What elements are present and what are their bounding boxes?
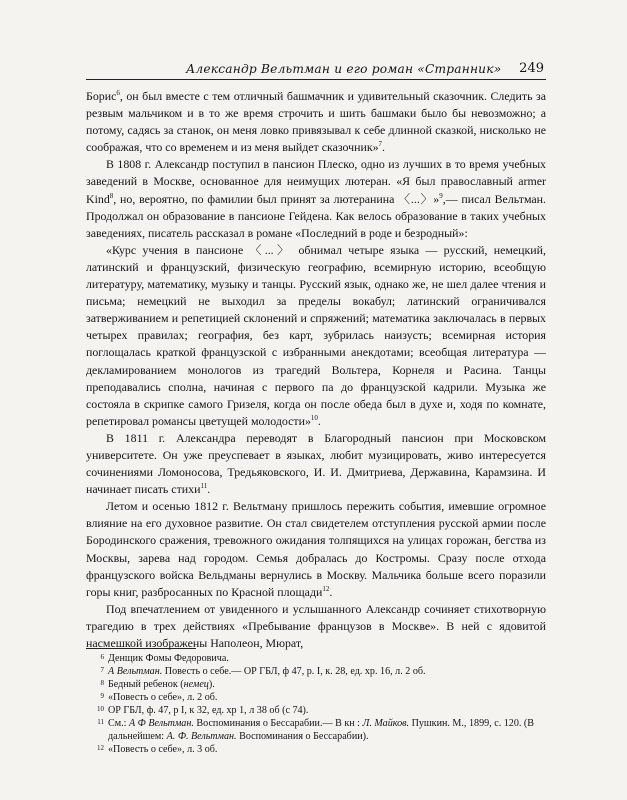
italic-text: Л. Майков. <box>362 718 410 729</box>
footnote-text <box>108 705 308 716</box>
footnote-ref: 8 <box>109 191 114 200</box>
text-run: Воспоминания о Бессарабии.— В кн : <box>193 718 363 729</box>
text-run: , но, вероятно, по фамилии был принят за лютеранина 〈...〉» <box>113 191 440 206</box>
footnote-text <box>108 692 217 703</box>
italic-text: немец <box>183 679 209 690</box>
paragraph <box>86 88 546 156</box>
text-run: «Курс учения в пансионе 〈...〉 обнимал четыре языка — русский, немецкий, латинский и французский, физическую географию, всемирную историю, всеобщую литературу, математику, музыку и танцы. Русский язык, однако же, не шел далее чтения и письма; немецкий не выходил за пределы вокабул; латинский ограничивался затверживанием и репетицией склонений и спряжений; математика заключалась в первых четырех правилах; география, без карт, зубрилась наизусть; всемирная история поглощалась краткой французской с избранными анекдотами; всеобщая литература — декламированием монологов из трагедий Вольтера, Корнеля и Расина. Танцы преподавались сполна, начиная с первого па до французской кадрили. Музыка же состояла в скрипке самого Гризеля, когда он после обеда был в духе и, ходя по комнате, репетировал романсы цветущей молодости» <box>86 242 546 428</box>
text-run: Повесть о себе.— ОР ГБЛ, ф 47, р. I, к. 28, ед. хр. 16, л. 2 об. <box>162 666 426 677</box>
main-text <box>86 88 546 652</box>
footnote-text <box>108 718 534 742</box>
footnote-ref: 11 <box>200 482 208 491</box>
footnote-text <box>108 653 229 664</box>
italic-text: А Вельтман. <box>108 666 163 677</box>
footnote-text <box>108 679 215 690</box>
italic-text: А Ф Вельтман. <box>128 718 194 729</box>
text-run: ). <box>208 679 215 690</box>
footnote <box>86 717 546 743</box>
text-run: ОР ГБЛ, ф. 47, р I, к 32, ед. хр 1, л 38 об (с 74). <box>108 705 309 716</box>
italic-text: А. Ф. Вельтман. <box>166 731 237 742</box>
text-run: «Повесть о себе», л. 2 об. <box>108 692 218 703</box>
paragraph <box>86 498 546 601</box>
paragraph <box>86 601 546 652</box>
text-run: В 1808 г. Александр поступил в пансион Плеско, одно из лучших в то время учебных заведений в Москве, основанное для неимущих лютеран. «Я был православный armer Kind <box>86 157 546 206</box>
text-run: . <box>329 584 333 599</box>
paragraph <box>86 430 546 498</box>
paragraph <box>86 156 546 241</box>
text-run: Пушкин. М., 1899, с. 120. (В дальнейшем: <box>108 718 535 742</box>
footnote-number: 9 <box>100 692 104 700</box>
text-run: «Повесть о себе», л. 3 об. <box>108 744 218 755</box>
footnote <box>86 691 546 704</box>
footnote-ref: 10 <box>310 413 318 422</box>
footnote <box>86 665 546 678</box>
header-rule <box>86 79 546 80</box>
text-run: В 1811 г. Александра переводят в Благородный пансион при Московском университете. Он уже преуспевает в языках, любит музицировать, живо интересуется сочинениями Ломоносова, Тредьяковского, И. И. Дмитриева, Державина, Карамзина. И начинает писать стихи <box>86 430 546 497</box>
footnotes <box>86 652 546 756</box>
text-run: . <box>317 413 321 428</box>
footnote-number: 7 <box>100 666 104 674</box>
text-run: Денщик Фомы Федоровича. <box>108 653 229 664</box>
text-run: . <box>382 140 386 155</box>
text-run: См.: <box>108 718 129 729</box>
text-run: . <box>207 482 211 497</box>
footnote-number: 12 <box>97 744 104 752</box>
footnote-ref: 12 <box>322 584 330 593</box>
footnote-ref: 9 <box>439 191 443 200</box>
footnote <box>86 678 546 691</box>
footnote-text <box>108 666 426 677</box>
footnote-number: 11 <box>97 718 104 726</box>
paragraph <box>86 242 546 430</box>
footnote-ref: 6 <box>116 89 120 98</box>
footnote-ref: 7 <box>378 140 383 149</box>
page-number: 249 <box>519 61 544 76</box>
footnote-separator <box>86 648 196 649</box>
text-run: , он был вместе с тем отличный башмачник и удивительный сказочник. Следить за резвым мальчиком и в то же время строчить и шить башмаки было бы невозможно; а потому, садясь за станок, он меня ловко привязывал к себе длинной сказкой, нисколько не соображая, что со временем и из меня выйдет сказочник» <box>86 89 546 155</box>
text-run: Бедный ребенок ( <box>108 679 184 690</box>
text-run: Борис <box>86 89 117 103</box>
footnote <box>86 743 546 756</box>
running-title: Александр Вельтман и его роман «Странник» <box>186 62 502 76</box>
footnote-text <box>108 744 217 755</box>
footnote <box>86 704 546 717</box>
footnote-number: 10 <box>97 705 104 713</box>
running-header <box>86 60 546 82</box>
footnote-number: 8 <box>100 679 104 687</box>
text-run: Под впечатлением от увиденного и услышанного Александр сочиняет стихотворную трагедию в трех действиях «Пребывание французов в Москве». В ней с ядовитой насмешкой изображены Наполеон, Мюрат, <box>86 601 546 650</box>
footnote <box>86 652 546 665</box>
footnote-number: 6 <box>100 653 104 661</box>
text-run: Воспоминания о Бессарабии). <box>236 731 369 742</box>
text-run: ,— писал Вельтман. Продолжал он образование в пансионе Гейдена. Как велось образование в таких учебных заведениях, писатель рассказал в романе «Последний в роде и безродный»: <box>86 191 546 240</box>
text-run: Летом и осенью 1812 г. Вельтману пришлось пережить события, имевшие огромное влияние на его духовное развитие. Он стал свидетелем отступления русской армии после Бородинского сражения, тревожного ожидания толпящихся на улицах горожан, бегства из Москвы, зарева над городом. Семья добралась до Костромы. Сразу после отхода французского войска Вельдманы вернулись в Москву. Мальчика больше всего поразили горы книг, разбросанных по Красной площади <box>86 499 546 599</box>
